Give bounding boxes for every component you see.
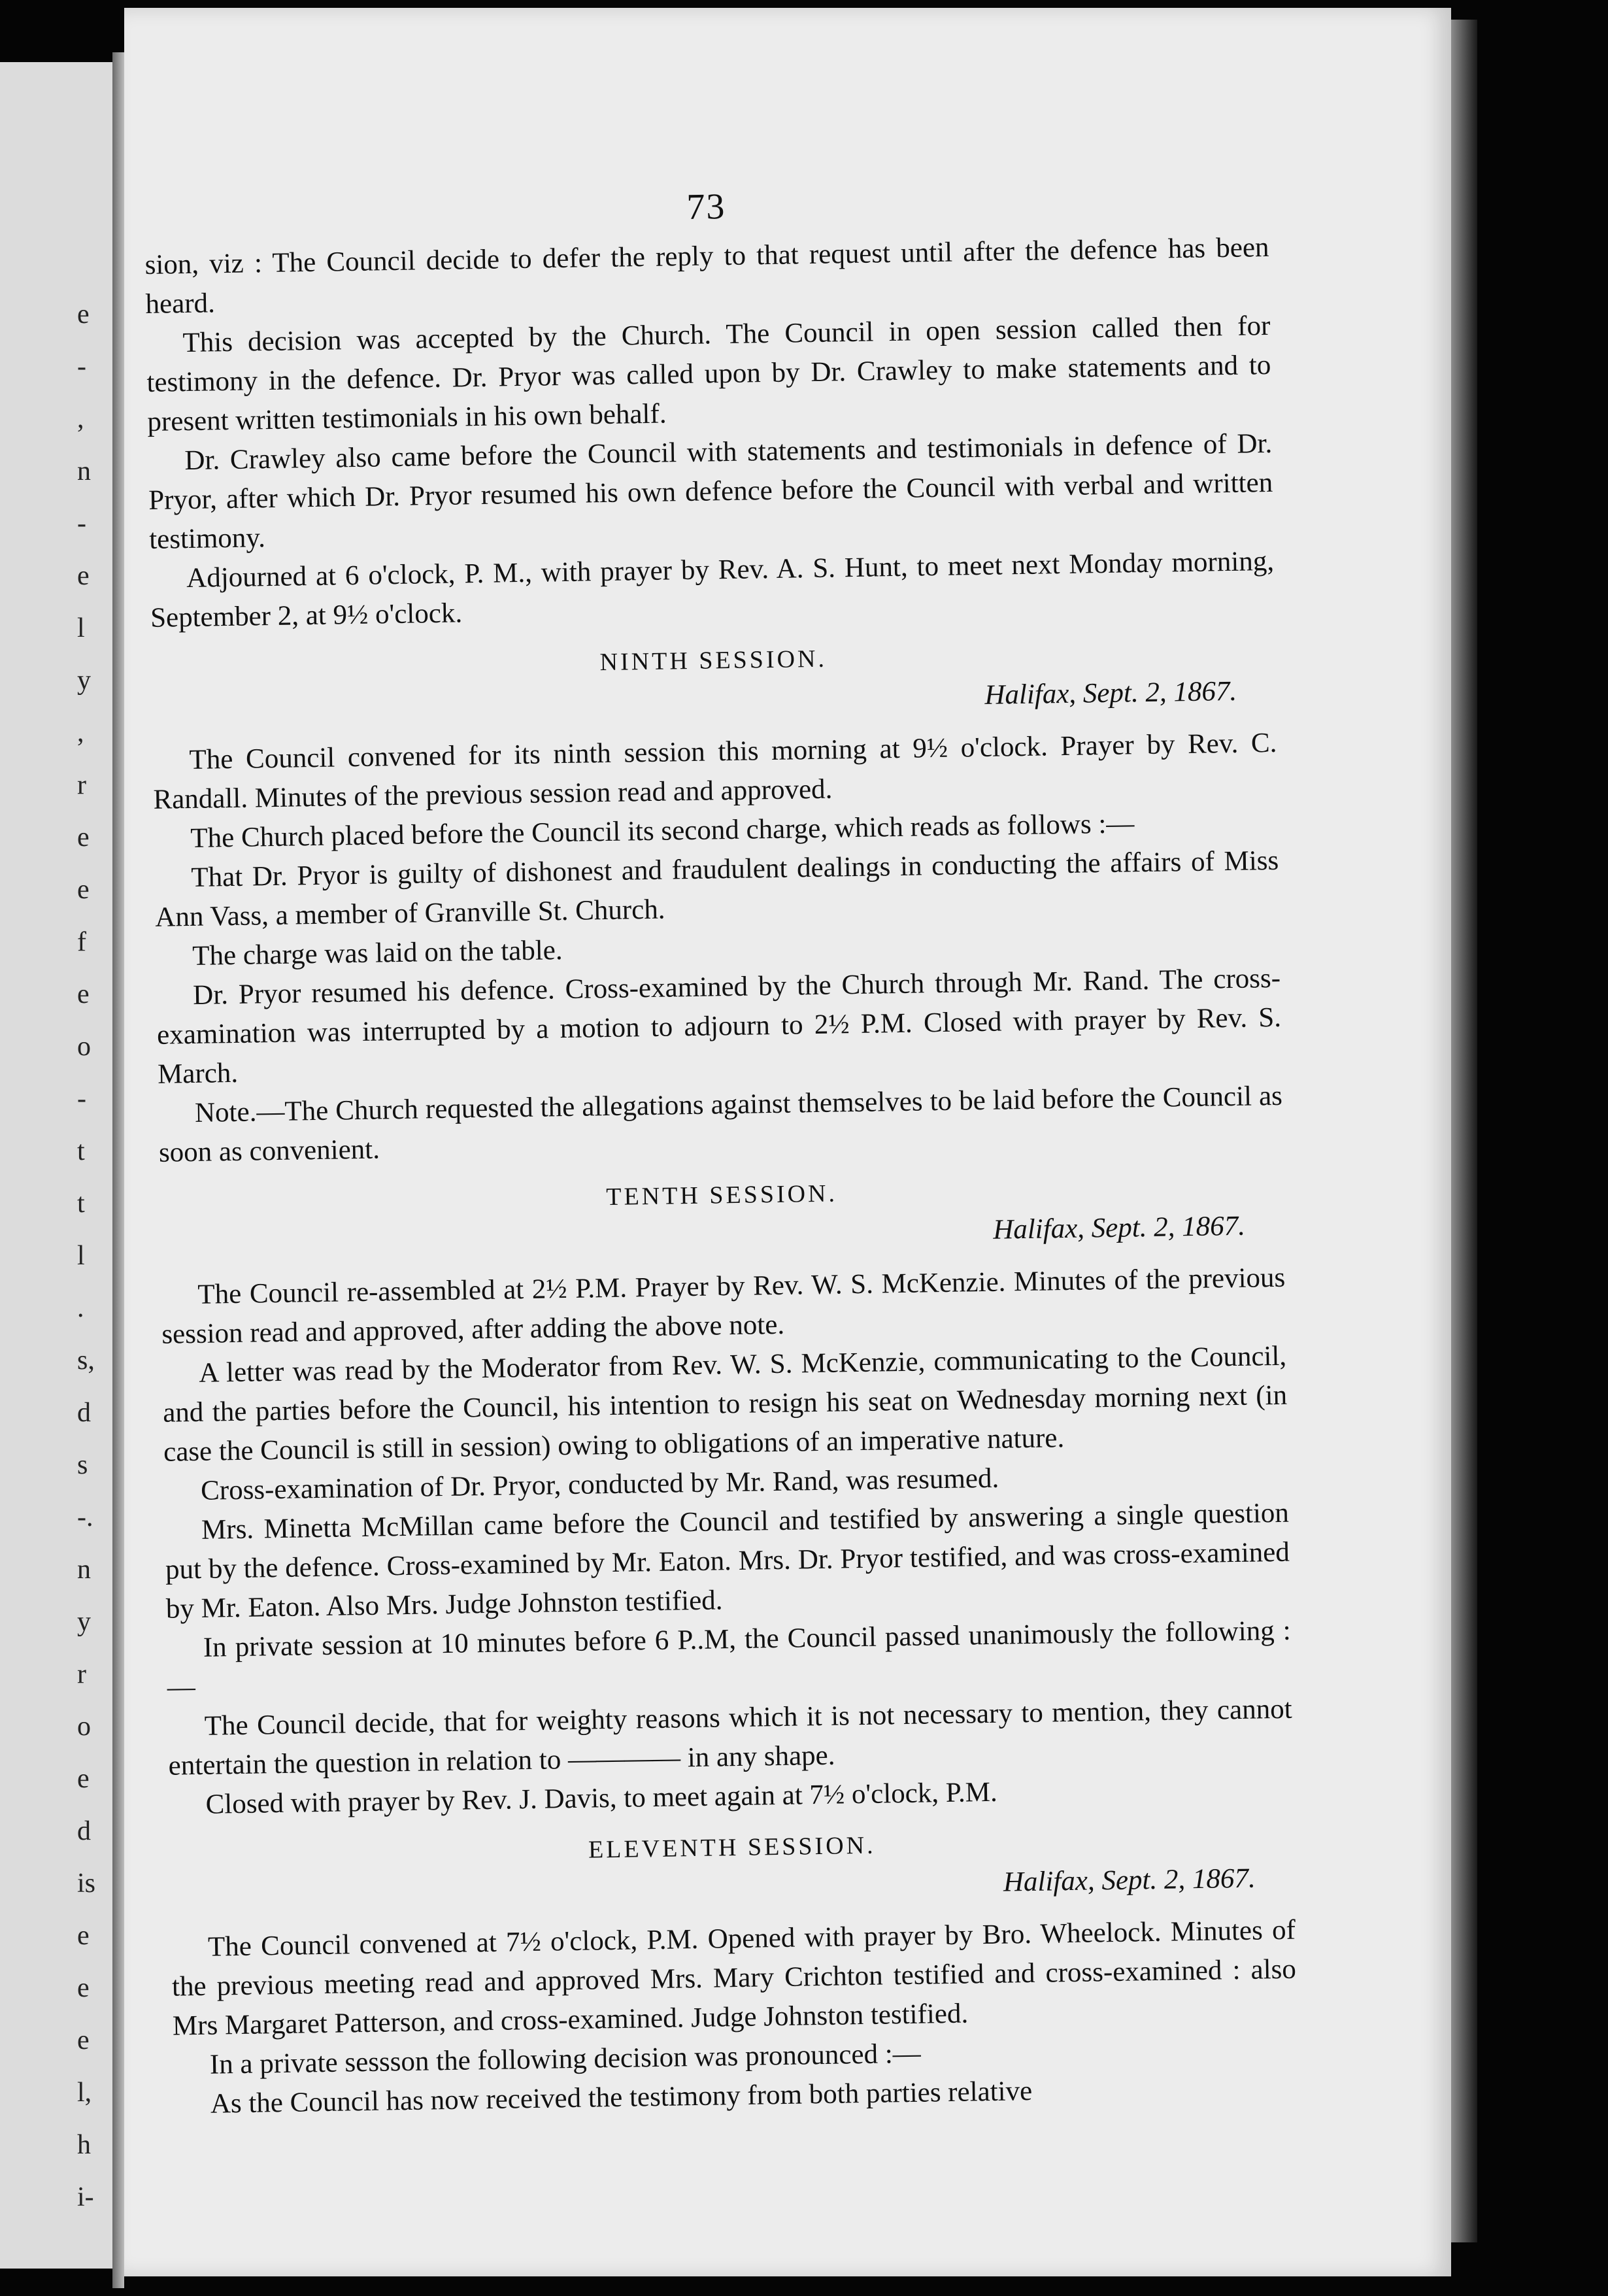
session-dateline: Halifax, Sept. 2, 1867. (984, 675, 1237, 711)
facing-page-fragment: s (77, 1450, 88, 1480)
session-heading: TENTH SESSION. (605, 1179, 838, 1211)
facing-page-fragment: l (77, 1241, 85, 1271)
facing-page-fragment: , (77, 718, 84, 748)
paragraph: Closed with prayer by Rev. J. Davis, to meet again at 7½ o'clock, P.M. (205, 1776, 998, 1820)
facing-page-fragment: y (77, 1607, 91, 1637)
facing-page-fragment: e (77, 299, 90, 329)
paragraph: A letter was read by the Moderator from Rev. W. S. McKenzie, communicating to the Council, and the parties before the Council, his intention to resign his seat on Wednesday morning next (in case the Council is still in session) owing to obligations of an imperative nature. (162, 1340, 1288, 1468)
facing-page-fragment: e (77, 979, 90, 1009)
facing-page-fragment: t (77, 1189, 85, 1219)
paragraph: Mrs. Minetta McMillan came before the Council and testified by answering a single question put by the defence. Cross-examined by Mr. Eaton. Mrs. Dr. Pryor testified, and was cross-examined by Mr. Eaton. Also Mrs. Judge Johnston testified. (165, 1497, 1290, 1625)
paragraph: This decision was accepted by the Church. The Council in open session called then for testimony in the defence. Dr. Pryor was called upon by Dr. Crawley to make statements and to present written testimonials in his own behalf. (146, 310, 1271, 437)
facing-page-fragment: r (77, 770, 86, 800)
facing-page-edge (0, 62, 114, 2269)
paragraph: The Church placed before the Council its second charge, which reads as follows :— (190, 808, 1135, 854)
facing-page-fragment: r (77, 1659, 86, 1689)
facing-page-fragment: is (77, 1868, 96, 1899)
session-heading: ELEVENTH SESSION. (588, 1831, 876, 1864)
paragraph: In private session at 10 minutes before 6 P..M, the Council passed unanimously the following :— (167, 1615, 1292, 1703)
paragraph: Dr. Crawley also came before the Council with statements and testimonials in defence of Dr. Pryor, after which Dr. Pryor resumed his own defence before the Council with verbal and written testimony. (148, 428, 1273, 555)
paragraph: In a private sessson the following decision was pronounced :— (209, 2038, 922, 2080)
facing-page-fragment: e (77, 1921, 90, 1951)
facing-page-fragment: e (77, 822, 90, 853)
paragraph: The Council convened for its ninth session this morning at 9½ o'clock. Prayer by Rev. C. Randall. Minutes of the previous session read and approved. (153, 727, 1277, 815)
session-dateline: Halifax, Sept. 2, 1867. (1003, 1863, 1256, 1898)
facing-page-fragment: e (77, 561, 90, 591)
facing-page-fragment: e (77, 1764, 90, 1794)
facing-page-fragment: f (77, 927, 86, 957)
facing-page-fragment: e (77, 875, 90, 905)
facing-page-fragment: s, (77, 1345, 95, 1376)
book-gutter (112, 52, 124, 2288)
facing-page-fragment: o (77, 1712, 91, 1742)
facing-page-fragment: - (77, 509, 86, 539)
facing-page-fragment: l, (77, 2078, 92, 2108)
paragraph: As the Council has now received the testimony from both parties relative (210, 2076, 1033, 2119)
facing-page-fragment: t (77, 1136, 85, 1166)
facing-page-fragment: - (77, 352, 86, 382)
facing-page-fragment: d (77, 1398, 91, 1428)
paragraph: Dr. Pryor resumed his defence. Cross-examined by the Church through Mr. Rand. The cross-examination was interrupted by a motion to adjourn to 2½ P.M. Closed with prayer by Rev. S. March. (156, 962, 1282, 1090)
paragraph: The Council convened at 7½ o'clock, P.M. Opened with prayer by Bro. Wheelock. Minutes of the previous meeting read and approved Mrs. Mary Crichton testified and cross-examined : also Mrs Margaret Patterson, and cross-examined. Judge Johnston testified. (171, 1914, 1297, 2042)
facing-page-fragment: -. (77, 1502, 93, 1532)
paragraph: The Council decide, that for weighty reasons which it is not necessary to mention, they cannot entertain the question in relation to ———— in any shape. (168, 1693, 1292, 1781)
paragraph: The charge was laid on the table. (192, 935, 563, 971)
page-number: 73 (686, 186, 726, 228)
facing-page-fragment: y (77, 666, 91, 696)
facing-page-fragment: e (77, 2025, 90, 2055)
paragraph: Cross-examination of Dr. Pryor, conducted by Mr. Rand, was resumed. (200, 1462, 999, 1506)
session-heading: NINTH SESSION. (599, 645, 828, 677)
facing-page-fragment: n (77, 1555, 91, 1585)
page-text-column (144, 178, 1298, 2125)
paragraph: Adjourned at 6 o'clock, P. M., with prayer by Rev. A. S. Hunt, to meet next Monday morning, September 2, at 9½ o'clock. (150, 545, 1275, 633)
paragraph: The Council re-assembled at 2½ P.M. Prayer by Rev. W. S. McKenzie. Minutes of the previous session read and approved, after adding the above note. (161, 1262, 1286, 1350)
page-body (144, 228, 1298, 2125)
facing-page-fragment: h (77, 2130, 91, 2160)
facing-page-fragment: d (77, 1816, 91, 1846)
facing-page-fragment: n (77, 456, 91, 486)
facing-page-fragment: i- (77, 2182, 94, 2212)
session-dateline: Halifax, Sept. 2, 1867. (992, 1210, 1246, 1245)
paragraph: Note.—The Church requested the allegations against themselves to be laid before the Council as soon as convenient. (158, 1080, 1283, 1168)
paragraph: sion, viz : The Council decide to defer the reply to that request until after the defence has been heard. (144, 231, 1269, 320)
facing-page-fragment: . (77, 1293, 84, 1323)
facing-page-fragment: e (77, 1973, 90, 2003)
paragraph: That Dr. Pryor is guilty of dishonest and fraudulent dealings in conducting the affairs of Miss Ann Vass, a member of Granville St. Church. (154, 845, 1279, 933)
facing-page-fragment: l (77, 613, 85, 643)
facing-page-fragment: , (77, 404, 84, 434)
facing-page-fragment: o (77, 1032, 91, 1062)
page-shadow-edge (1451, 20, 1477, 2242)
facing-page-fragment: - (77, 1084, 86, 1114)
